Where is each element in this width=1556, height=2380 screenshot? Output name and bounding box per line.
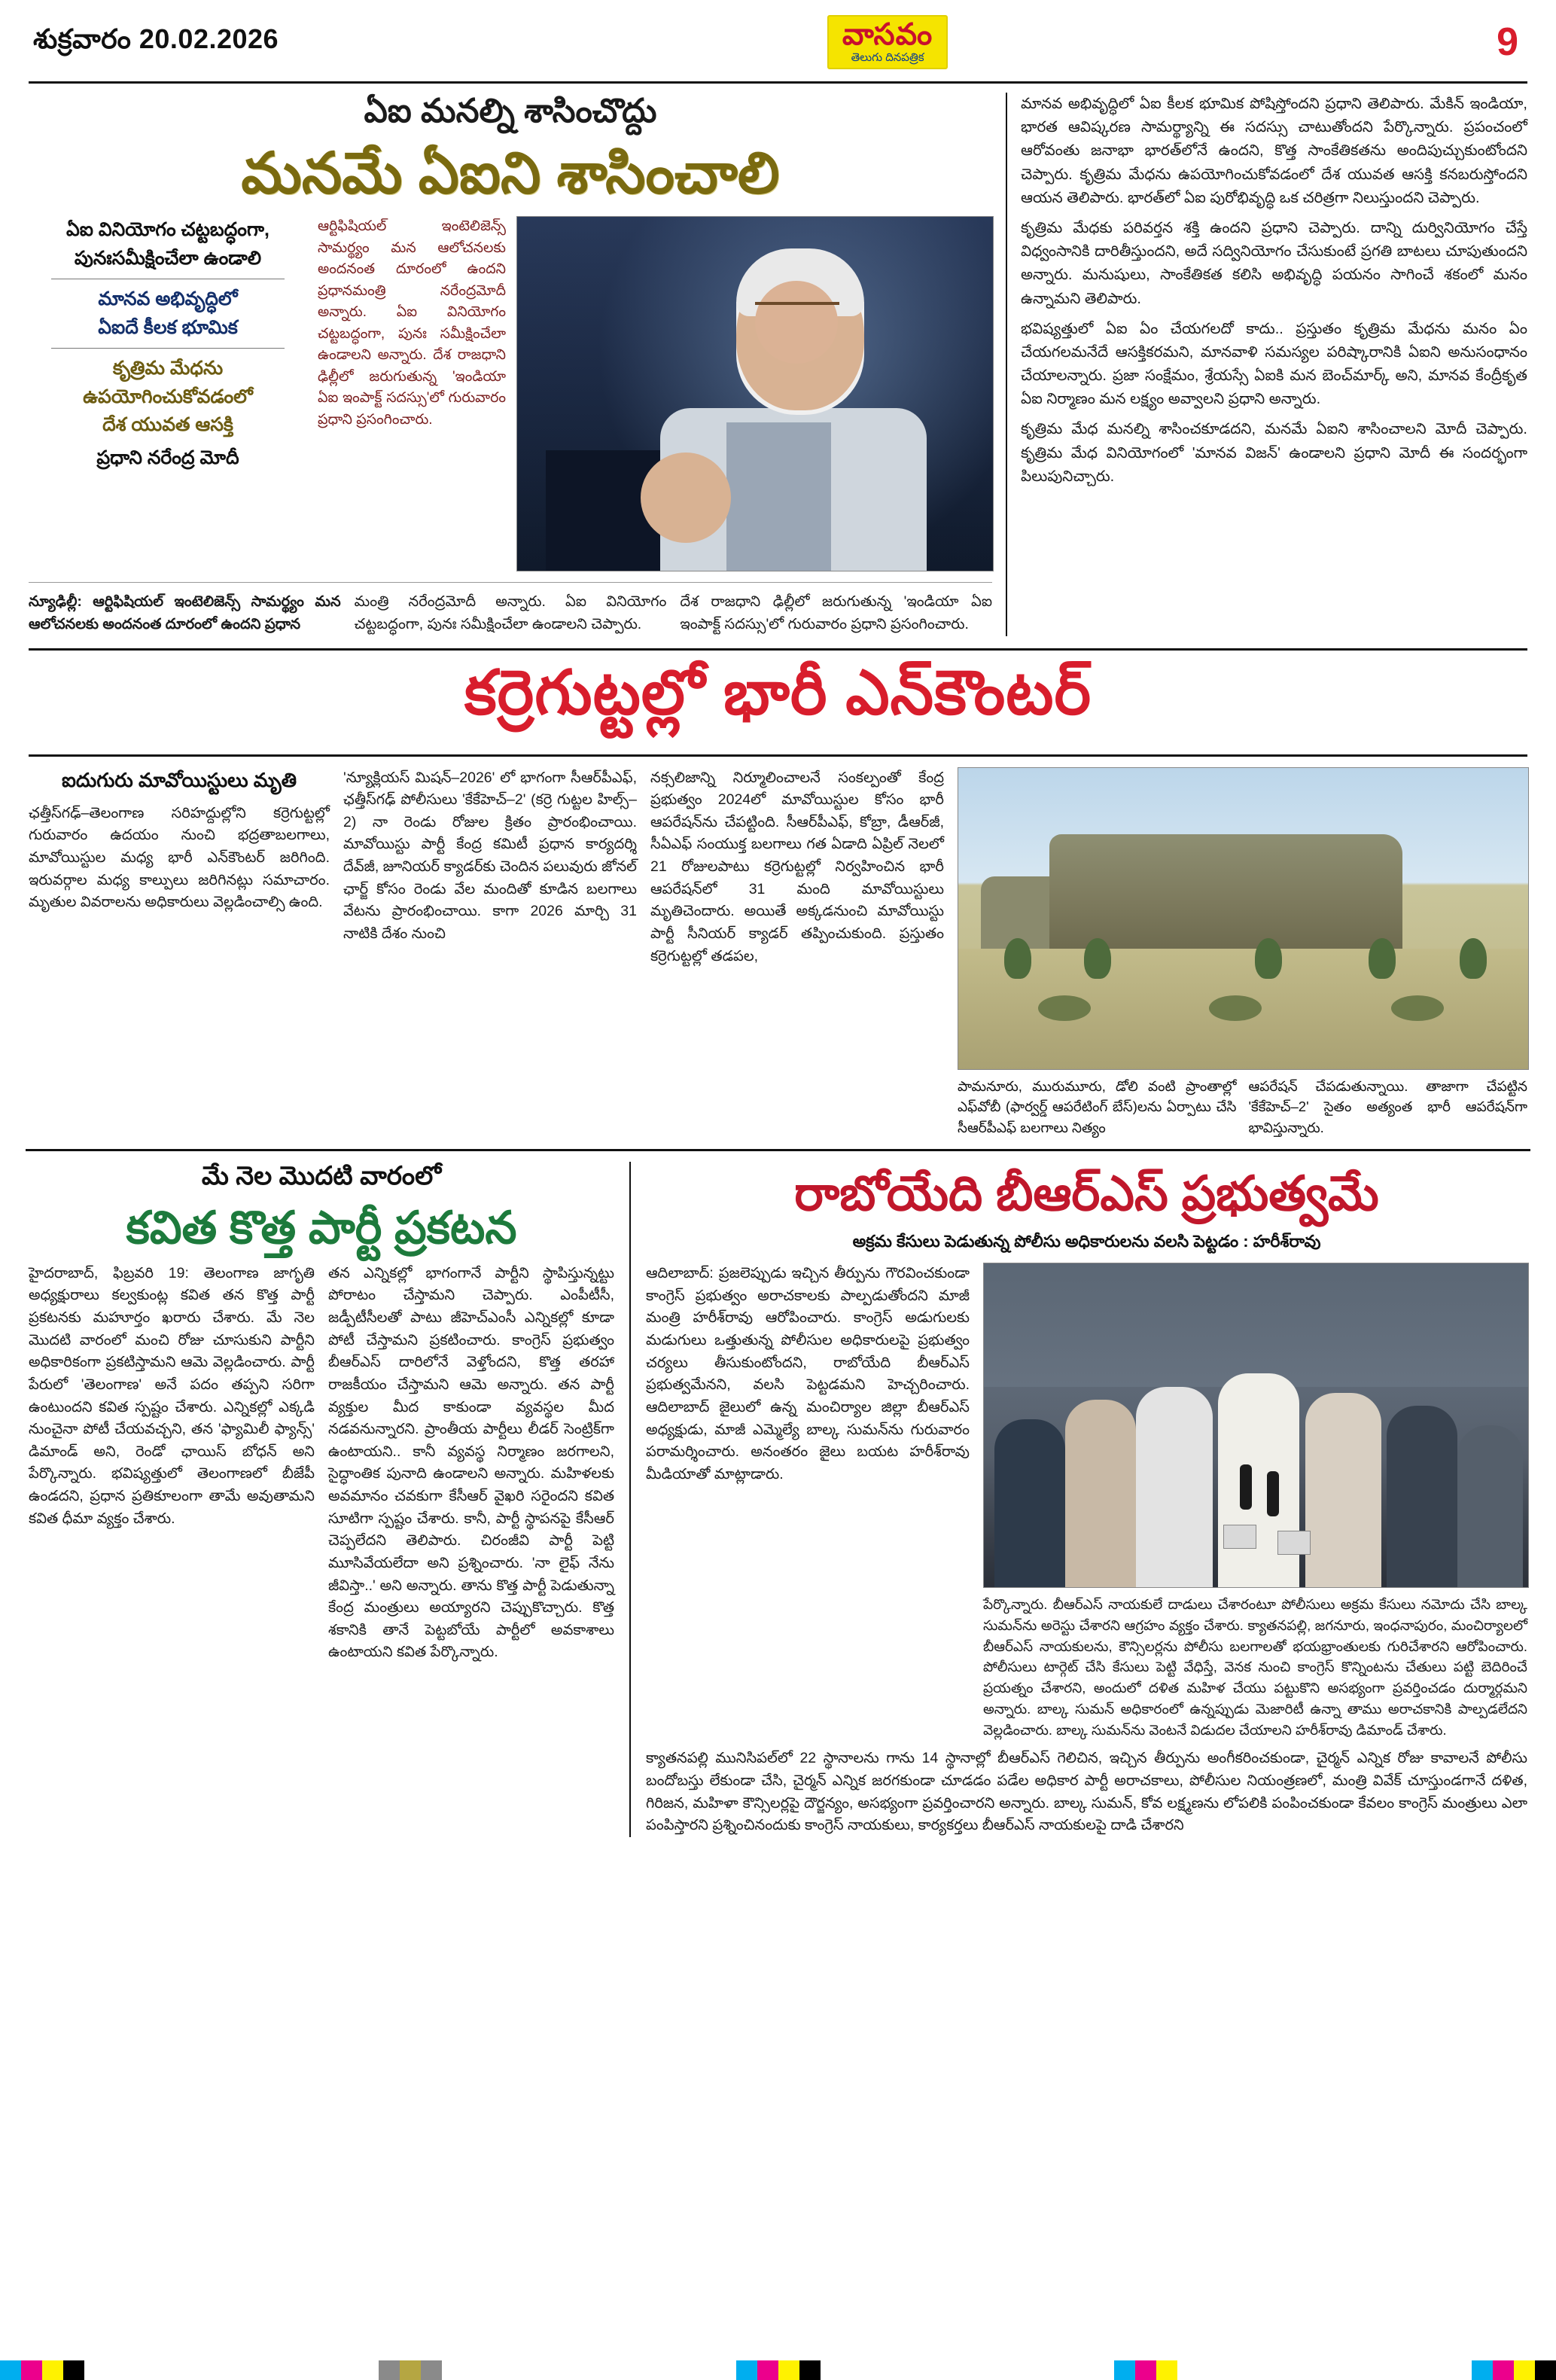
color-swatch-magenta-2 xyxy=(757,2360,778,2380)
photo-tree-2 xyxy=(1084,938,1111,979)
microphone-2 xyxy=(1267,1471,1279,1516)
photo-person-speaker xyxy=(1218,1373,1299,1587)
story2-col1 xyxy=(29,767,330,1138)
story2-headline: కర్రెగుట్టల్లో భారీ ఎన్‌కౌంటర్ xyxy=(464,658,1092,727)
photo-person-5 xyxy=(1387,1406,1457,1587)
color-swatch-yellow-4 xyxy=(1514,2360,1535,2380)
publication-date: శుక్రవారం 20.02.2026 xyxy=(33,23,279,54)
story1-para-2: భవిష్యత్తులో ఏఐ ఏం చేయగలదో కాదు.. ప్రస్తుతం కృత్రిమ మేధను మనం ఏం చేయగలమనేదే ఆసక్తికరమని, మానవాళి సమస్యల పరిష్కారానికి ఏఐని అనుసంధానం చేయాలన్నారు. ప్రజా సంక్షేమం, శ్రేయస్సే ఏఐకి మన బెంచ్‌మార్క్ అని, మానవ కేంద్రీకృత ఏఐ నిర్మాణం మన లక్ష్యం అవ్వాలని ప్రధాని అన్నారు. xyxy=(1021,320,1527,408)
story2-text1: ఛత్తీస్‌గఢ్–తెలంగాణ సరిహద్దుల్లోని కర్రెగుట్టల్లో గురువారం ఉదయం నుంచి భద్రతాబలగాలు, మావోయిస్టుల మధ్య భారీ ఎన్‌కౌంటర్ జరిగింది. ఇరువర్గాల మధ్య కాల్పులు జరిగినట్లు సమాచారం. మృతుల వివరాలను అధికారులు వెల్లడించాల్సి ఉంది. xyxy=(29,804,330,911)
blurb-line-0: ఏఐ వినియోగం చట్టబద్ధంగా, xyxy=(66,219,269,241)
story4-main xyxy=(646,1263,1527,1740)
photo-bush-3 xyxy=(1391,995,1444,1021)
story2-caption-left: పామనూరు, మురుమూరు, డోలి వంటి ప్రాంతాల్లో ఎఫ్‌వోబీ (ఫార్వర్డ్ ఆపరేటింగ్ బేస్)లను ఏర్పాటు చేసి సీఆర్‌పీఎఫ్ బలగాలు నిత్యం xyxy=(958,1077,1237,1136)
story1-kicker: ఏఐ మనల్ని శాసించొద్దు xyxy=(364,93,657,130)
story1-blurb xyxy=(29,216,307,571)
photo-person-3 xyxy=(1136,1387,1212,1588)
color-swatch-cyan-4 xyxy=(1472,2360,1493,2380)
color-group-mid-right xyxy=(1114,2360,1177,2380)
story4-bottom-columns xyxy=(646,1748,1527,1837)
blurb-line-1: పునఃసమీక్షించేలా ఉండాలి xyxy=(74,247,262,269)
photo-tree-3 xyxy=(1255,938,1282,979)
microphone-1 xyxy=(1240,1464,1252,1510)
story1-middle xyxy=(29,216,992,571)
story4-text1: ఆదిలాబాద్: ప్రజలెప్పుడు ఇచ్చిన తీర్పును గౌరవించకుండా కాంగ్రెస్ ప్రభుత్వం అరాచకాలకు పాల్పడుతోందని మాజీ మంత్రి హరీశ్‌రావు ఆరోపించారు. కాంగ్రెస్ అడుగులకు మడుగులు ఒత్తుతున్న పోలీసుల అధికారులపై ప్రభుత్వం చర్యలు తీసుకుంటోందని, రాబోయేది బీఆర్ఎస్ ప్రభుత్వమేనని, వలసి పెట్టడమని హెచ్చరించారు. ఆదిలాబాద్ జైలులో ఉన్న మంచిర్యాల జిల్లా బీఆర్ఎస్ అధ్యక్షుడు, మాజీ ఎమ్మెల్యే బాల్క సుమన్‌ను గురువారం పరామర్శించారు. అనంతరం జైలు బయట హరీశ్‌రావు మీడియాతో మాట్లాడారు. xyxy=(646,1265,970,1483)
story-harishrao xyxy=(631,1162,1527,1837)
color-swatch-black-3 xyxy=(1535,2360,1556,2380)
story4-text2: క్యాతనపల్లి మునిసిపల్‌లో 22 స్థానాలను గాను 14 స్థానాల్లో బీఆర్ఎస్ గెలిచిన, ఇచ్చిన తీర్పును అంగీకరించకుండా, చైర్మన్ ఎన్నిక రోజు కావాలనే పోలీసు బందోబస్తు లేకుండా చేసి, చైర్మన్ ఎన్నిక జరగకుండా చూడడం పడేల అధికార పార్టీ అరాచకాలు, పోలీసుల నియంత్రణలో, మంత్రి వివేక్ చూస్తుండగానే దళిత, గిరిజన, మహిళా కౌన్సిలర్లపై దౌర్జన్యం, అసభ్యంగా ప్రవర్తించారని అన్నారు. బాల్క సుమన్, కోవ లక్ష్మణను లోపలికి పంపించకుండా కేవలం కాంగ్రెస్ మంత్రులు ఎలా పంపిస్తారని ప్రశ్నించినందుకు కాంగ్రెస్ నాయకులు, కార్యకర్తలు బీఆర్ఎస్ నాయకులపై దాడి చేశారని xyxy=(646,1750,1527,1834)
color-swatch-gray-1 xyxy=(379,2360,400,2380)
color-swatch-gray-2 xyxy=(421,2360,442,2380)
color-bar-spacer-2 xyxy=(442,2360,736,2380)
story-kavitha xyxy=(29,1162,631,1837)
bottom-section xyxy=(26,1149,1530,1837)
photo-mesa xyxy=(1049,834,1402,949)
color-group-left xyxy=(0,2360,84,2380)
blurb-attribution: ప్రధాని నరేంద్ర మోదీ xyxy=(96,446,239,468)
story4-photo-block xyxy=(983,1263,1527,1740)
story3-kicker: మే నెల మొదటి వారంలో xyxy=(201,1161,442,1190)
story4-text3: పేర్కొన్నారు. బీఆర్ఎస్ నాయకులే దాడులు చేశారంటూ పోలీసులు అక్రమ కేసులు నమోదు చేసి బాల్క సుమన్‌ను అరెస్టు చేశారని ఆగ్రహం వ్యక్తం చేశారు. క్యాతనపల్లి, జగనూరు, ఇంధనాపురం, మంచిర్యాలలో బీఆర్ఎస్ నాయకులను, కౌన్సిలర్లను పోలీసు బలగాలతో భయభ్రాంతులకు గురిచేశారని ఆరోపించారు. పోలీసులు టార్గెట్ చేసి కేసులు పెట్టి వేధిస్తే, వెనక నుంచి కాంగ్రెస్ కొన్నింటను చేతులు పట్టి బెదిరించే ప్రయత్నం చేశారని, అందులో దళిత మహిళ చేయు పట్టుకొని అసభ్యంగా ప్రవర్తించడం దుర్మార్గమని అన్నారు. బాల్క సుమన్ అధికారంలో ఉన్నప్పుడు మెజారిటీ ఉన్నా తాము అరాచకానికి పాల్పడలేదని వెల్లడించారు. బాల్క సుమన్‌ను వెంటనే విడుదల చేయాలని హరీశ్‌రావు డిమాండ్ చేశారు. xyxy=(983,1596,1527,1738)
blurb-line-5: ఉపయోగించుకోవడంలో xyxy=(83,385,253,407)
karreguttalu-hills-photo xyxy=(958,767,1529,1070)
color-swatch-cyan-2 xyxy=(736,2360,757,2380)
color-registration-bars xyxy=(0,2360,1556,2380)
story1-lead-paragraphs xyxy=(29,582,992,635)
story3-text2: తన ఎన్నికల్లో భాగంగానే పార్టీని స్థాపిస్తున్నట్టు పోరాటం చేస్తామని చెప్పారు. ఎంపీటీసీ, జడ్పీటీసీలతో పాటు జీహెచ్ఎంసీ ఎన్నికల్లో కూడా పోటీ చేస్తామని ప్రకటించారు. కాంగ్రెస్ ప్రభుత్వం బీఆర్ఎస్ దారిలోనే వెళ్తోందని, కొత్త తరహా రాజకీయం చేస్తామని ఆమె అన్నారు. తన పార్టీ వ్యక్తుల మీద కాకుండా వ్యవస్థల మీద నడవనున్నారని. ప్రాంతీయ పార్టీలు లీడర్ సెంట్రిక్‌గా ఉంటాయని.. కానీ వ్యవస్థ నిర్మాణం జరగాలని, సైద్ధాంతిక పునాది ఉండాలని అన్నారు. మహిళలకు అవమానం చవకుగా కేసీఆర్ వైఖరి సరైందని కవిత సూటిగా స్పష్టం చేశారు. కానీ, పార్టీ స్థాపనపై కేసీఆర్ చెప్పలేదని తెలిపారు. చిరంజీవి పార్టీ పెట్టి మూసివేయలేదా అని ప్రశ్నించారు. 'నా లైఫ్ నేను జీవిస్తా..' అని అన్నారు. తాను కొత్త పార్టీ పెడుతున్నా కేంద్ర మంత్రులు అయ్యారని చెప్పుకొచ్చారు. కొత్త శకానికి తానే పెట్టబోయే పార్టీలో అవకాశాలు ఉంటాయని కవిత పేర్కొన్నారు. xyxy=(328,1264,614,1661)
color-swatch-magenta-3 xyxy=(1135,2360,1156,2380)
story3-text1: హైదరాబాద్, ఫిబ్రవరి 19: తెలంగాణ జాగృతి అధ్యక్షురాలు కల్వకుంట్ల కవిత తన కొత్త పార్టీ ప్రకటనకు మహూర్తం ఖరారు చేశారు. మే నెల మొదటి వారంలో మంచి రోజు చూసుకుని పార్టీని అధికారికంగా ప్రకటిస్తామని ఆమె వెల్లడించారు. పార్టీ పేరులో 'తెలంగాణ' అనే పదం తప్పని సరిగా ఉంటుందని కవిత స్పష్టం చేశారు. ఎన్నికల్లో ఎక్కడి నుంచైనా పోటీ చేయవచ్చని, తన 'ఫ్యామిలీ ఫ్యాన్స్' డిమాండ్ అని, రెండో ఛాయిస్ బోధన్ అని పేర్కొన్నారు. భవిష్యత్తులో తెలంగాణలో బీజేపీ ఉండదని, ప్రధాన ప్రతికూలంగా తామే అవుతామని కవిత ధీమా వ్యక్తం చేశారు. xyxy=(29,1264,315,1527)
logo-title: వాసవం xyxy=(842,18,933,51)
mic-flag-2 xyxy=(1277,1531,1311,1555)
logo-subtitle: తెలుగు దినపత్రిక xyxy=(851,51,924,64)
story2-caption-row xyxy=(958,1070,1527,1138)
photo-tree-4 xyxy=(1369,938,1396,979)
blurb-line-6: దేశ యువత ఆసక్తి xyxy=(102,414,233,436)
photo-person-6 xyxy=(1457,1425,1523,1587)
story2-text3: నక్సలిజాన్ని నిర్మూలించాలనే సంకల్పంతో కేంద్ర ప్రభుత్వం 2024లో మావోయిస్టుల కోసం భారీ ఆపరేషన్‌ను చేపట్టింది. సీఆర్‌పీఎఫ్, కోబ్రా, డీఆర్‌జీ, సీఏఎఫ్ సంయుక్త బలగాలు గత ఏడాది ఏప్రిల్ నెలలో 21 రోజులపాటు కర్రెగుట్టల్లో నిర్వహించిన భారీ ఆపరేషన్‌లో 31 మంది మావోయిస్టులు మృతిచెందారు. అయితే అక్కడనుంచి మావోయిస్టు పార్టీ సీనియర్ క్యాడర్ తప్పించుకుంది. ప్రస్తుతం కర్రెగుట్టల్లో తడపల, xyxy=(650,769,944,964)
photo-tree-5 xyxy=(1460,938,1487,979)
story1-lead-col2: మంత్రి నరేంద్రమోదీ అన్నారు. ఏఐ వినియోగం చట్టబద్ధంగా, పునః సమీక్షించేలా ఉండాలని చెప్పారు. xyxy=(354,593,667,633)
photo-person-1 xyxy=(994,1419,1065,1588)
blurb-line-3: ఏఐదే కీలక భూమిక xyxy=(98,316,238,338)
story3-columns xyxy=(29,1263,614,1664)
color-swatch-olive xyxy=(400,2360,421,2380)
story1-para-3: కృత్రిమ మేధ మనల్ని శాసించకూడదని, మనమే ఏఐని శాసించాలని మోదీ చెప్పారు. కృత్రిమ మేధ వినియోగంలో 'మానవ విజన్' ఉండాలని ప్రధాని మోదీ ఈ సందర్భంగా పిలుపునిచ్చారు. xyxy=(1021,421,1527,485)
photo-scarf xyxy=(726,422,831,571)
color-group-right xyxy=(1472,2360,1556,2380)
story2-text2: 'న్యూక్లియస్ మిషన్–2026' లో భాగంగా సీఆర్‌పీఎఫ్, ఛత్తీస్‌గఢ్ పోలీసులు 'కేకేహెచ్–2' (కర్రె గుట్టల హిల్స్–2) నా రెండు రోజుల క్రితం ప్రారంభించాయి. మావోయిస్టు పార్టీ కేంద్ర కమిటీ ప్రధాన కార్యదర్శి దేవ్‌జీ, జూనియర్ క్యాడర్‌కు చెందిన పలువురు జోనల్ ఛార్జ్ కోసం రెండు వేల మందితో కూడిన బలగాలు వేటను ప్రారంభించాయి. కాగా 2026 మార్చి 31 నాటికి దేశం నుంచి xyxy=(343,769,637,942)
photo-person-4 xyxy=(1305,1393,1381,1587)
color-swatch-yellow-2 xyxy=(778,2360,799,2380)
color-swatch-magenta-4 xyxy=(1493,2360,1514,2380)
newspaper-logo xyxy=(827,15,948,69)
color-swatch-cyan-3 xyxy=(1114,2360,1135,2380)
story4-subhead: అక్రమ కేసులు పెడుతున్న పోలీసు అధికారులను వలసి పెట్టడం : హరీశ్‌రావు xyxy=(852,1232,1321,1251)
story2-photo-block xyxy=(958,767,1527,1138)
modi-speech-photo xyxy=(516,216,994,571)
photo-person-2 xyxy=(1065,1400,1136,1587)
blurb-line-4: కృత్రిమ మేధను xyxy=(112,358,224,379)
story2-banner xyxy=(29,648,1527,757)
photo-bush-1 xyxy=(1038,995,1091,1021)
photo-hand xyxy=(641,453,731,543)
story3-headline: కవిత కొత్త పార్టీ ప్రకటన xyxy=(126,1202,517,1253)
color-group-center xyxy=(736,2360,821,2380)
mic-flag-1 xyxy=(1223,1525,1256,1549)
story-ai-modi xyxy=(26,84,1530,636)
story1-lead-col3: దేశ రాజధాని ఢిల్లీలో జరుగుతున్న 'ఇండియా ఏఐ ఇంపాక్ట్ సదస్సు'లో గురువారం ప్రధాని ప్రసంగించారు. xyxy=(680,593,993,633)
story2-caption-right: ఆపరేషన్ చేపడుతున్నాయి. తాజాగా చేపట్టిన 'కేకేహెచ్–2' సైతం అత్యంత భారీ ఆపరేషన్‌గా భావిస్తున్నారు. xyxy=(1248,1077,1527,1136)
story1-dateline-col: న్యూఢిల్లీ: ఆర్టిఫిషియల్ ఇంటెలిజెన్స్ సామర్థ్యం మన ఆలోచనలకు అందనంత దూరంలో ఉందని ప్రధాన xyxy=(29,593,341,633)
color-swatch-cyan xyxy=(0,2360,21,2380)
color-bar-spacer-1 xyxy=(84,2360,379,2380)
story4-headline: రాబోయేది బీఆర్ఎస్ ప్రభుత్వమే xyxy=(794,1166,1379,1220)
story1-headline: మనమే ఏఐని శాసించాలి xyxy=(241,142,780,206)
story1-para-1: కృత్రిమ మేధకు పరివర్తన శక్తి ఉందని ప్రధాని చెప్పారు. దాన్ని దుర్వినియోగం చేస్తే విధ్వంసానికి దారితీస్తుందని, అదే సద్వినియోగం చేసుకుంటే ప్రగతి బాటలు చూపుతుందని అన్నారు. మనుషులు, సాంకేతికత కలిసి అభివృద్ధి పయనం సాగించే శకంలో మనం ఉన్నామని తెలిపారు. xyxy=(1021,219,1527,307)
color-group-mid-left xyxy=(379,2360,442,2380)
blurb-divider-2 xyxy=(51,348,285,349)
color-swatch-yellow xyxy=(42,2360,63,2380)
story1-photo-caption: ఆర్టిఫిషియల్ ఇంటెలిజెన్స్ సామర్థ్యం మన ఆలోచనలకు అందనంత దూరంలో ఉందని ప్రధానమంత్రి నరేంద్రమోదీ అన్నారు. ఏఐ వినియోగం చట్టబద్ధంగా, పునః సమీక్షించేలా ఉండాలని అన్నారు. దేశ రాజధాని ఢిల్లీలో జరుగుతున్న 'ఇండియా ఏఐ ఇంపాక్ట్ సదస్సు'లో గురువారం ప్రధాని ప్రసంగించారు. xyxy=(318,218,506,428)
color-swatch-yellow-3 xyxy=(1156,2360,1177,2380)
story1-para-0: మానవ అభివృద్ధిలో ఏఐ కీలక భూమిక పోషిస్తోందని ప్రధాని తెలిపారు. మేకిన్ ఇండియా, భారత ఆవిష్కరణ సామర్థ్యాన్ని ఈ సదస్సు చాటుతోందని పేర్కొన్నారు. ప్రపంచంలో ఆరోవంతు జనాభా భారత్‌లోనే ఉందని, కొత్త సాంకేతికతను అందిపుచ్చుకుంటోందని చెప్పారు. కృత్రిమ మేధను ఉపయోగించుకోవడంలో దేశ యువత ఆసక్తి కనబరుస్తోందని ఆయన తెలిపారు. భారత్‌లో ఏఐ పురోభివృద్ధి ఒక చరిత్రగా నిలుస్తుందని చెప్పారు. xyxy=(1021,96,1527,206)
color-bar-spacer-4 xyxy=(1177,2360,1472,2380)
harishrao-press-meet-photo xyxy=(983,1263,1529,1588)
color-swatch-magenta xyxy=(21,2360,42,2380)
story2-subhead: ఐదుగురు మావోయిస్టులు మృతి xyxy=(61,768,297,791)
photo-face xyxy=(755,281,838,364)
story1-left xyxy=(29,93,1007,636)
photo-bush-2 xyxy=(1209,995,1262,1021)
blurb-line-2: మానవ అభివృద్ధిలో xyxy=(98,288,238,310)
story-encounter xyxy=(26,757,1530,1138)
color-bar-spacer-3 xyxy=(821,2360,1115,2380)
page-number: 9 xyxy=(1497,20,1518,64)
photo-glasses xyxy=(755,302,839,321)
story1-right-column xyxy=(1007,93,1527,636)
color-swatch-black-2 xyxy=(799,2360,821,2380)
masthead xyxy=(26,0,1530,77)
photo-tree-1 xyxy=(1004,938,1031,979)
color-swatch-black xyxy=(63,2360,84,2380)
story1-photo xyxy=(516,216,992,571)
